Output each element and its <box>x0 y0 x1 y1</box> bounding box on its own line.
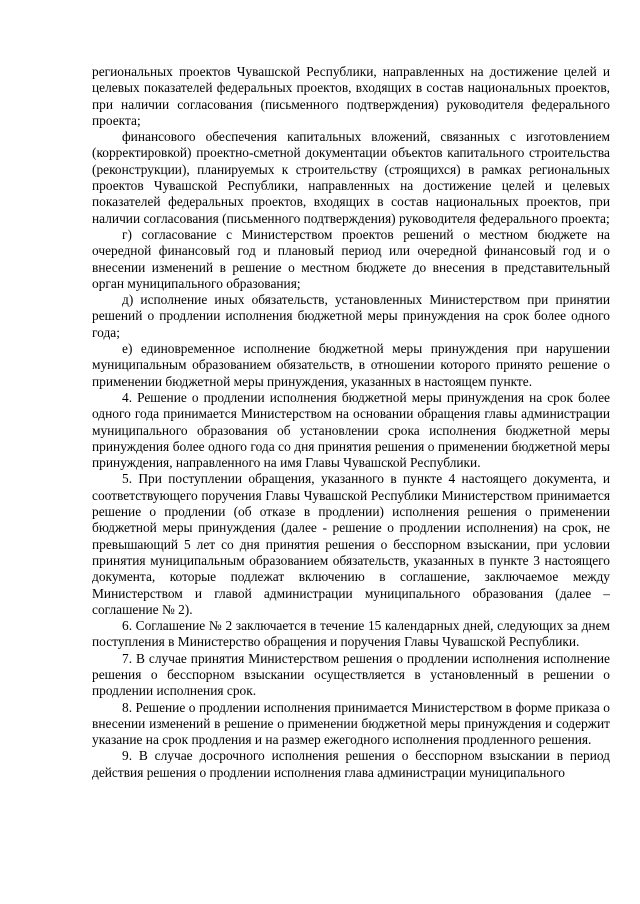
paragraph-6: 4. Решение о продлении исполнения бюджетной меры принуждения на срок более одного года принимается Министерством на основании обращения главы администрации муниципального образования об установлении срока исполнения бюджетной меры принуждения более одного года со дня принятия решения о применении бюджетной меры принуждения, направленного на имя Главы Чувашской Республики. <box>92 389 610 471</box>
paragraph-3: г) согласование с Министерством проектов решений о местном бюджете на очередной финансовый год и плановый период или очередной финансовый год и о внесении изменений в решение о местном бюджете до внесения в представительный орган муниципального образования; <box>92 226 610 291</box>
document-page <box>92 64 610 781</box>
paragraph-2: финансового обеспечения капитальных вложений, связанных с изготовлением (корректировкой) проектно-сметной документации объектов капитального строительства (реконструкции), планируемых к строительству (строящихся) в рамках региональных проектов Чувашской Республики, направленных на достижение целей и целевых показателей федеральных проектов, входящих в состав национальных проектов, при наличии согласования (письменного подтверждения) руководителя федерального проекта; <box>92 129 610 226</box>
paragraph-9: 7. В случае принятия Министерством решения о продлении исполнения исполнение решения о бесспорном взыскании осуществляется в установленный в решении о продлении исполнения срок. <box>92 650 610 699</box>
paragraph-4: д) исполнение иных обязательств, установленных Министерством при принятии решений о продлении исполнения бюджетной меры принуждения на срок более одного года; <box>92 292 610 340</box>
paragraph-7: 5. При поступлении обращения, указанного в пункте 4 настоящего документа, и соответствующего поручения Главы Чувашской Республики Министерством принимается решение о продлении (об отказе в продлении) исполнения решения о применении бюджетной меры принуждения (далее - решение о продлении исполнения) на срок, не превышающий 5 лет со дня принятия решения о бесспорном взыскании, при условии принятия муниципальным образованием обязательств, указанных в пункте 3 настоящего документа, которые подлежат включению в соглашение, заключаемое между Министерством и главой администрации муниципального образования (далее – соглашение № 2). <box>92 471 610 617</box>
paragraph-5: е) единовременное исполнение бюджетной меры принуждения при нарушении муниципальным образованием обязательств, в отношении которого принято решение о применении бюджетной меры принуждения, указанных в настоящем пункте. <box>92 341 610 389</box>
paragraph-10: 8. Решение о продлении исполнения принимается Министерством в форме приказа о внесении изменений в решение о применении бюджетной меры принуждения и содержит указание на срок продления и на размер ежегодного исполнения продленного решения. <box>92 699 610 748</box>
paragraph-1: региональных проектов Чувашской Республики, направленных на достижение целей и целевых показателей федеральных проектов, входящих в состав национальных проектов, при наличии согласования (письменного подтверждения) руководителя федерального проекта; <box>92 64 610 128</box>
paragraph-11: 9. В случае досрочного исполнения решения о бесспорном взыскании в период действия решения о продлении исполнения глава администрации муниципального <box>92 748 610 780</box>
paragraph-8: 6. Соглашение № 2 заключается в течение 15 календарных дней, следующих за днем поступления в Министерство обращения и поручения Главы Чувашской Республики. <box>92 618 610 650</box>
